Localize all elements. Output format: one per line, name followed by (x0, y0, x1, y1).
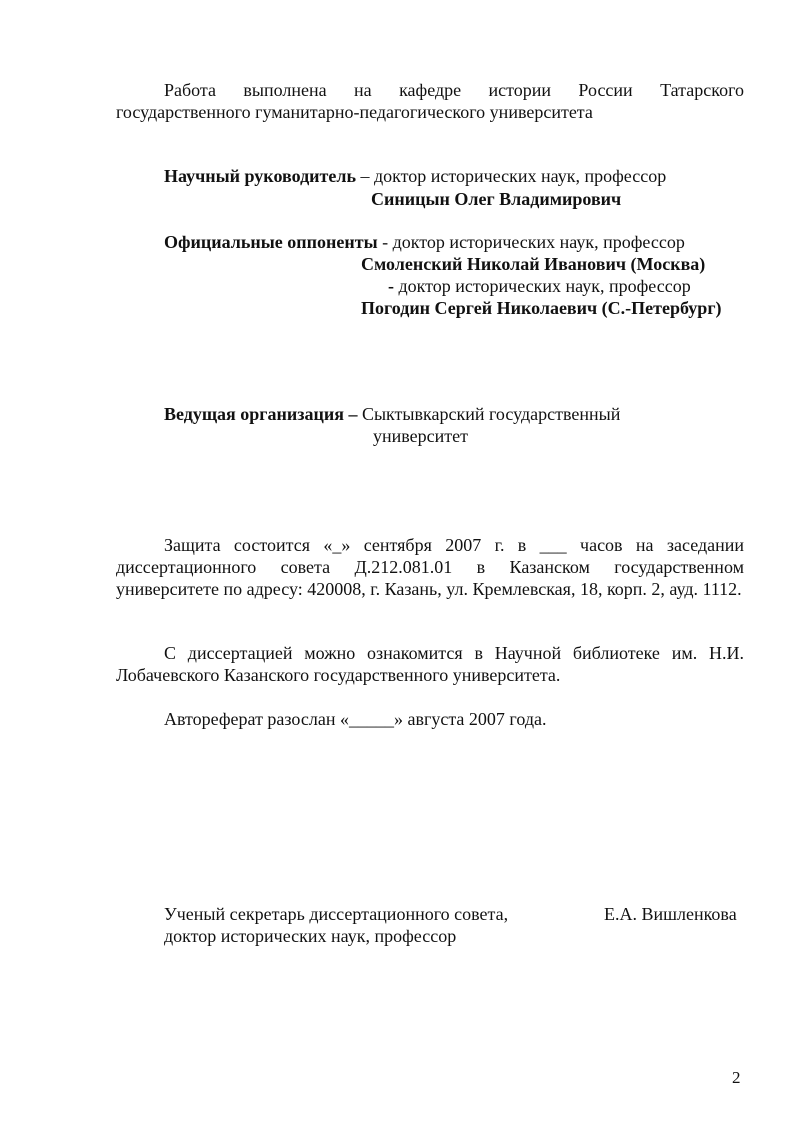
defense-text: Защита состоится «_» сентября 2007 г. в ___ часов на заседании диссертационного совета Д.212.081.01 в Казанском государственном университете по адресу: 420008, г. Казань, ул. Кремлевская, 18, корп. 2, ауд. 1112. (116, 535, 744, 599)
library-text: С диссертацией можно ознакомится в Научной библиотеке им. Н.И. Лобачевского Казанского государственного университета. (116, 643, 744, 685)
signature-role-1: Ученый секретарь диссертационного совета, (164, 904, 509, 924)
opponent-2-name: Погодин Сергей Николаевич (С.-Петербург) (361, 298, 722, 318)
library-paragraph (116, 642, 744, 686)
opponent-2-dash: - (388, 276, 399, 296)
opponent-2-degree: доктор исторических наук, профессор (398, 276, 691, 296)
page-number: 2 (732, 1068, 741, 1087)
signature-role-2: доктор исторических наук, профессор (164, 926, 457, 946)
leading-org-line (164, 403, 620, 425)
intro-text: Работа выполнена на кафедре истории России Татарского государственного гуманитарно-педагогического университета (116, 80, 744, 122)
opponents-line (164, 231, 685, 253)
supervisor-line (164, 165, 666, 187)
opponent-1-name: Смоленский Николай Иванович (Москва) (361, 254, 706, 274)
intro-paragraph (116, 79, 744, 123)
supervisor-label: Научный руководитель (164, 166, 356, 186)
distributed-line: Автореферат разослан «_____» августа 2007 года. (164, 709, 547, 729)
opponent-2-degree-line (388, 275, 691, 297)
supervisor-name: Синицын Олег Владимирович (371, 189, 622, 209)
leading-org-name-2: университет (373, 426, 468, 446)
opponent-1-degree: - доктор исторических наук, профессор (377, 232, 685, 252)
supervisor-degree: – доктор исторических наук, профессор (356, 166, 667, 186)
leading-org-name-1: Сыктывкарский государственный (357, 404, 621, 424)
leading-org-label: Ведущая организация – (164, 404, 358, 424)
defense-paragraph (116, 534, 744, 600)
signature-name: Е.А. Вишленкова (604, 904, 737, 924)
opponents-label: Официальные оппоненты (164, 232, 378, 252)
